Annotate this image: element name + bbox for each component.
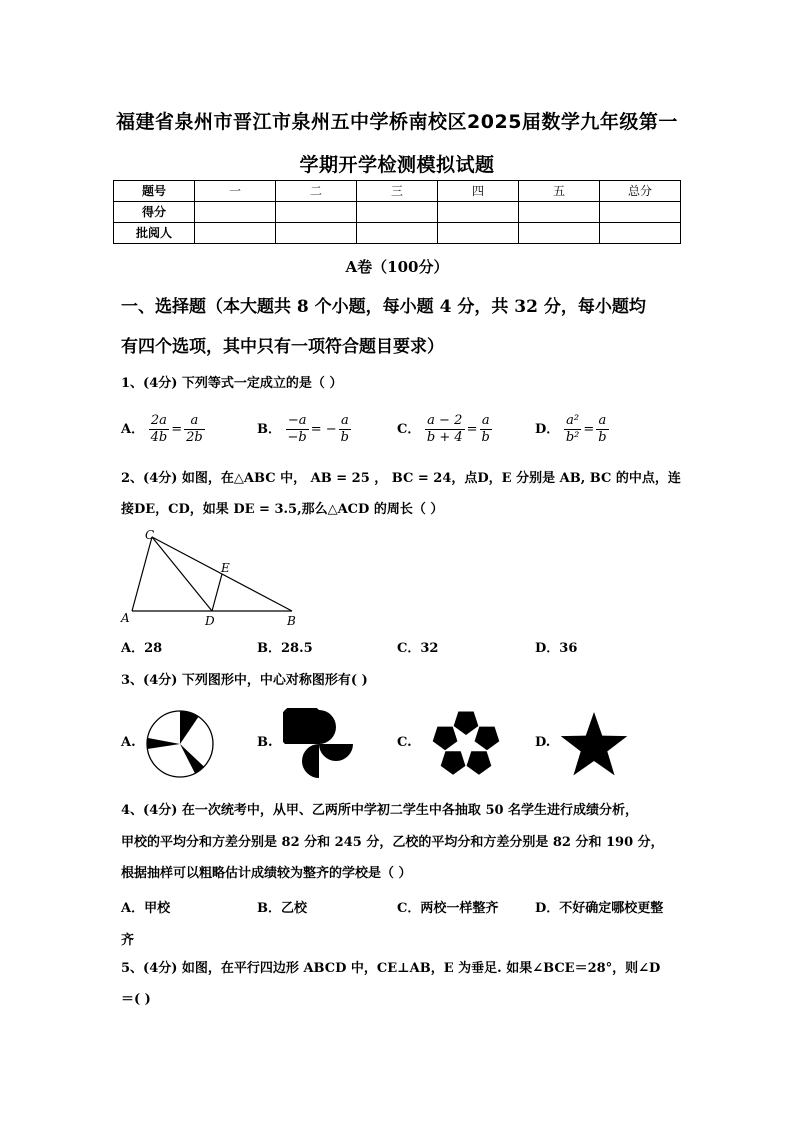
question-5-line1: 5、(4分) 如图，在平行四边形 ABCD 中，CE⊥AB，E 为垂足. 如果∠BCE＝28°，则∠D <box>121 961 661 976</box>
header-cell: 一 <box>195 181 276 202</box>
q3-option-b-label[interactable]: B. <box>257 735 273 750</box>
score-cell[interactable] <box>357 202 438 223</box>
pentagon-petal <box>454 711 479 735</box>
numerator: 2a <box>149 413 170 430</box>
option-label: C． <box>397 422 421 437</box>
row-label: 得分 <box>114 202 195 223</box>
fraction <box>596 413 608 446</box>
q2-option-d[interactable]: D．36 <box>535 641 578 656</box>
numerator: a <box>480 413 492 430</box>
page-title-line1: 福建省泉州市晋江市泉州五中学桥南校区2025届数学九年级第一 <box>116 111 678 133</box>
question-2-line1: 2、(4分) 如图，在△ABC 中， AB = 25 ， BC = 24，点D，E 分别是 AB, BC 的中点，连 <box>121 471 681 486</box>
q3-option-a-label[interactable]: A. <box>121 735 136 750</box>
fraction <box>149 413 170 446</box>
fraction <box>564 413 582 446</box>
question-5-line2: ＝( ) <box>121 992 151 1007</box>
q3-option-c-label[interactable]: C. <box>397 735 412 750</box>
pentagon-petal <box>433 727 458 751</box>
equals-sign: = <box>466 422 478 437</box>
q4-option-d[interactable]: D．不好确定哪校更整 <box>535 901 664 916</box>
numerator: a − 2 <box>425 413 465 430</box>
option-label: A． <box>121 422 145 437</box>
grader-cell[interactable] <box>276 223 357 244</box>
pentagon-petal <box>441 751 466 775</box>
fraction <box>184 413 205 446</box>
numerator: a <box>339 413 351 430</box>
question-1-text: 1、(4分) 下列等式一定成立的是（ ） <box>121 376 343 391</box>
circle-sectors-icon <box>144 708 216 780</box>
label-a: A <box>121 611 130 625</box>
grader-row <box>114 223 681 244</box>
equals-sign: = − <box>310 422 337 437</box>
q4-option-d-wrap: 齐 <box>121 933 135 948</box>
numerator: −a <box>286 413 309 430</box>
fraction <box>425 413 465 446</box>
fraction <box>286 413 309 446</box>
q4-option-a[interactable]: A．甲校 <box>121 901 171 916</box>
option-c[interactable] <box>397 413 492 446</box>
question-1-options <box>121 413 681 453</box>
q2-option-b[interactable]: B．28.5 <box>257 641 313 656</box>
question-3-text: 3、(4分) 下列图形中，中心对称图形有( ) <box>121 673 368 688</box>
header-cell: 四 <box>438 181 519 202</box>
section1-heading-line1: 一、选择题（本大题共 8 个小题，每小题 4 分，共 32 分，每小题均 <box>121 297 646 317</box>
segment-cd <box>152 537 212 611</box>
q4-option-b[interactable]: B．乙校 <box>257 901 307 916</box>
grader-cell[interactable] <box>195 223 276 244</box>
question-4-line2: 甲校的平均分和方差分别是 82 分和 245 分，乙校的平均分和方差分别是 82 分和 190 分， <box>121 835 664 850</box>
q2-option-a[interactable]: A．28 <box>121 641 163 656</box>
question-4-line1: 4、(4分) 在一次统考中，从甲、乙两所中学初二学生中各抽取 50 名学生进行成绩分析， <box>121 803 639 818</box>
pinwheel-icon <box>283 708 355 780</box>
grader-cell[interactable] <box>519 223 600 244</box>
numerator: a² <box>564 413 582 430</box>
denominator: b <box>340 430 349 445</box>
segment-de <box>212 574 222 611</box>
label-d: D <box>205 614 215 628</box>
q3-option-d-label[interactable]: D. <box>535 735 551 750</box>
fraction <box>480 413 492 446</box>
grader-cell[interactable] <box>357 223 438 244</box>
header-cell: 总分 <box>600 181 681 202</box>
grader-cell[interactable] <box>600 223 681 244</box>
q2-option-c[interactable]: C．32 <box>397 641 439 656</box>
fraction <box>339 413 351 446</box>
numerator: a <box>184 413 205 430</box>
pentagon-petal <box>475 727 500 751</box>
score-cell[interactable] <box>600 202 681 223</box>
segment-ac <box>132 537 152 611</box>
section1-heading-line2: 有四个选项，其中只有一项符合题目要求） <box>121 337 444 357</box>
label-b: B <box>287 614 296 628</box>
option-a[interactable] <box>121 413 205 446</box>
option-label: D． <box>535 422 560 437</box>
score-cell[interactable] <box>438 202 519 223</box>
page-title-line2: 学期开学检测模拟试题 <box>299 154 495 176</box>
grader-cell[interactable] <box>438 223 519 244</box>
score-table-header-row <box>114 181 681 202</box>
score-cell[interactable] <box>276 202 357 223</box>
numerator: a <box>596 413 608 430</box>
section-a-heading: A卷（100分） <box>345 258 449 276</box>
triangle-abc-diagram <box>115 527 315 630</box>
option-b[interactable] <box>257 413 351 446</box>
denominator: −b <box>287 430 307 445</box>
equals-sign: = <box>583 422 595 437</box>
row-label: 批阅人 <box>114 223 195 244</box>
header-cell: 二 <box>276 181 357 202</box>
pentagon-petal <box>467 751 492 775</box>
question-2-line2: 接DE，CD，如果 DE = 3.5,那么△ACD 的周长（ ） <box>121 502 444 517</box>
option-d[interactable] <box>535 413 609 446</box>
question-4-line3: 根据抽样可以粗略估计成绩较为整齐的学校是（ ） <box>121 866 412 881</box>
score-row <box>114 202 681 223</box>
denominator: b + 4 <box>426 430 463 445</box>
denominator: b² <box>565 430 580 445</box>
label-c: C <box>145 528 155 542</box>
denominator: 2b <box>186 430 203 445</box>
header-cell: 三 <box>357 181 438 202</box>
score-table <box>113 180 681 244</box>
pentagon-flower-icon <box>430 708 502 780</box>
header-cell: 五 <box>519 181 600 202</box>
denominator: b <box>481 430 490 445</box>
score-cell[interactable] <box>519 202 600 223</box>
star-icon <box>558 710 630 780</box>
q4-option-c[interactable]: C．两校一样整齐 <box>397 901 499 916</box>
denominator: b <box>598 430 607 445</box>
score-cell[interactable] <box>195 202 276 223</box>
label-e: E <box>221 561 230 575</box>
option-label: B． <box>257 422 281 437</box>
denominator: 4b <box>150 430 168 445</box>
equals-sign: = <box>171 422 183 437</box>
header-cell: 题号 <box>114 181 195 202</box>
